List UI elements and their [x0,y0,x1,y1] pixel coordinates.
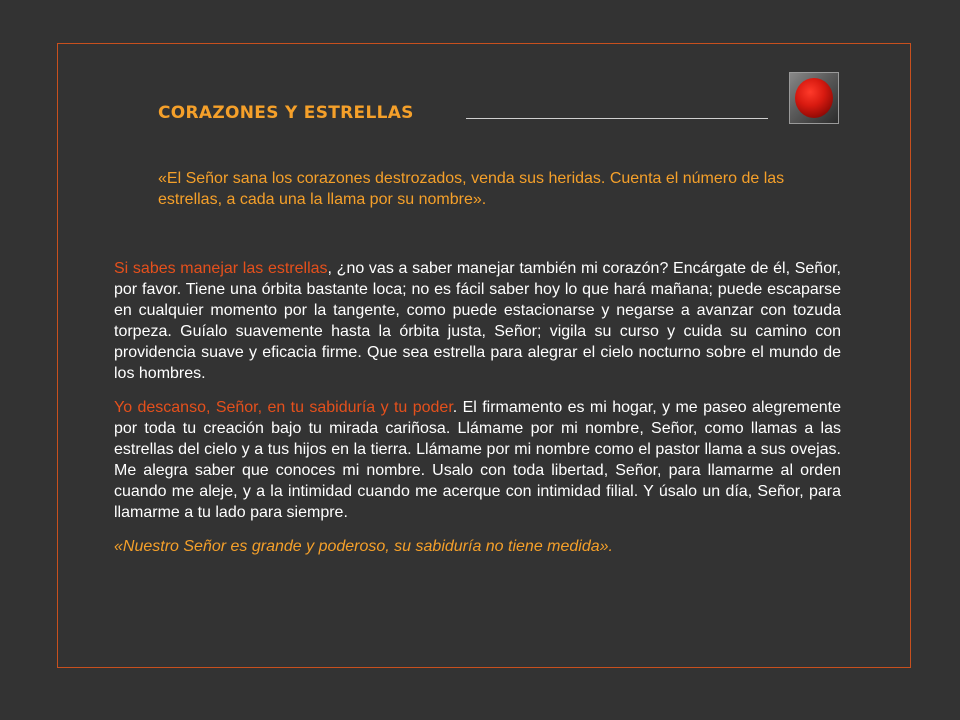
red-ball-icon [789,72,839,124]
paragraph-1-highlight: Si sabes manejar las estrellas [114,260,328,277]
title-underline [466,118,768,119]
intro-quote: «El Señor sana los corazones destrozados, venda sus heridas. Cuenta el número de las estrellas, a cada una la llama por su nombre». [158,170,785,208]
closing-quote: «Nuestro Señor es grande y poderoso, su sabiduría no tiene medida». [114,538,613,555]
paragraph-2-text: . El firmamento es mi hogar, y me paseo alegremente por toda tu creación bajo tu mirada cariñosa. Llámame por mi nombre, Señor, como llamas a las estrellas del cielo y a tus hijos en la tierra. Llámame por mi nombre como el pastor llama a sus ovejas. Me alegra saber que conoces mi nombre. Usalo con toda libertad, Señor, para llamarme al orden cuando me aleje, y a la intimidad cuando me acerque con intimidad filial. Y úsalo un día, Señor, para llamarme a tu lado para siempre. [114,399,842,521]
paragraph-1 [114,258,841,384]
body-text [114,258,841,570]
slide-title: CORAZONES Y ESTRELLAS [158,103,414,123]
paragraph-2 [114,397,841,523]
red-ball-shape [795,78,833,118]
paragraph-2-highlight: Yo descanso, Señor, en tu sabiduría y tu poder [114,399,453,416]
paragraph-1-text: , ¿no vas a saber manejar también mi corazón? Encárgate de él, Señor, por favor. Tiene una órbita bastante loca; no es fácil saber hoy lo que hará mañana; puede escaparse en cualquier momento por la tangente, como puede estacionarse y negarse a avanzar con tozuda torpeza. Guíalo suavemente hasta la órbita justa, Señor; vigila su curso y cuida su camino con providencia suave y eficacia firme. Que sea estrella para alegrar el cielo nocturno sobre el mundo de los hombres. [114,260,841,382]
